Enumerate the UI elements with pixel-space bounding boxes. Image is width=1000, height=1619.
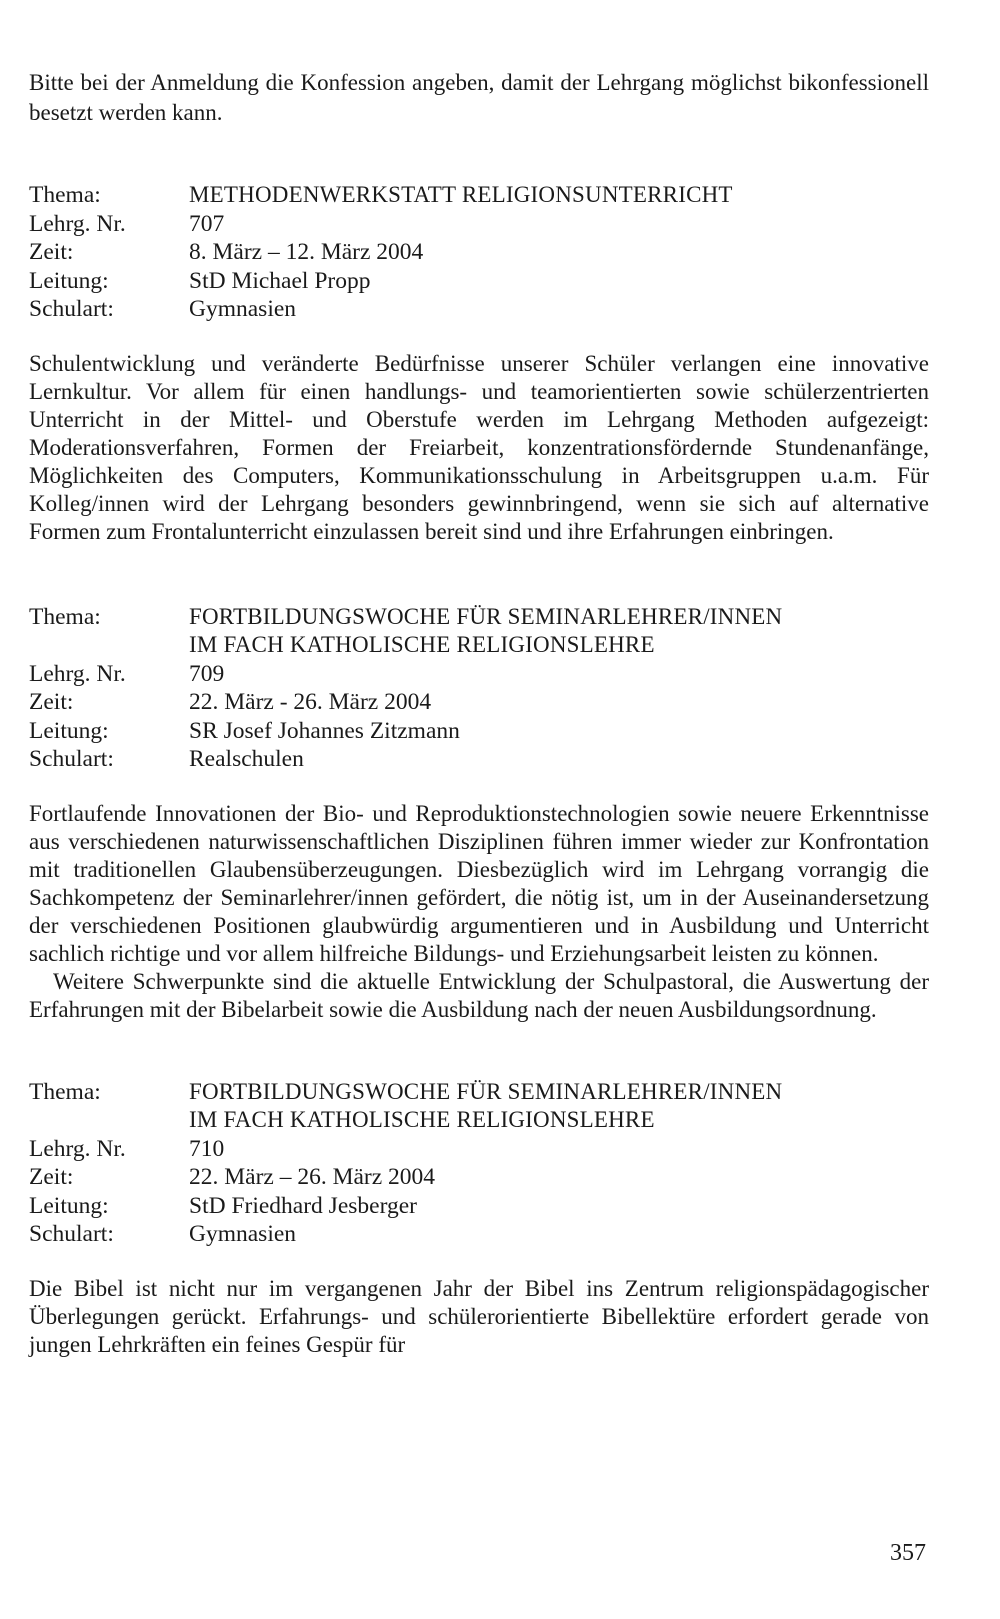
course-meta — [29, 603, 929, 774]
course-title: FORTBILDUNGSWOCHE FÜR SEMINARLEHRER/INNEN IM FACH KATHOLISCHE RELIGIONSLEHRE — [189, 1078, 783, 1132]
course-number: 709 — [189, 660, 225, 687]
course-date: 8. März – 12. März 2004 — [189, 239, 424, 265]
lehrg-nr-label: Lehrg. Nr. — [29, 660, 126, 687]
course-709 — [29, 603, 929, 1024]
course-number: 710 — [189, 1135, 225, 1162]
course-school-type: Realschulen — [189, 746, 304, 772]
zeit-label: Zeit: — [29, 689, 74, 715]
document-page — [29, 68, 929, 1359]
course-description: Schulentwicklung und veränderte Bedürfnisse unserer Schüler verlangen eine innovative Lernkultur. Vor allem für einen handlungs- und teamorientierten sowie schülerzentrierten Unterricht in der Mittel- und Oberstufe werden im Lehrgang Methoden aufgezeigt: Moderationsverfahren, Formen der Freiarbeit, konzentrationsfördernde Stundenanfänge, Möglichkeiten des Computers, Kommunikationsschulung in Arbeitsgruppen u.a.m. Für Kolleg/innen wird der Lehrgang besonders gewinnbringend, wenn sie sich auf alternative Formen zum Frontalunterricht einzulassen bereit sind und ihre Erfahrungen einbringen. — [29, 350, 929, 544]
course-description: Die Bibel ist nicht nur im vergangenen Jahr der Bibel ins Zentrum religionspädagogischer Überlegungen gerückt. Erfahrungs- und schülerorientierte Bibellektüre erfordert gerade von jungen Lehrkräften ein feines Gespür für — [29, 1275, 929, 1357]
course-meta — [29, 181, 929, 324]
course-date: 22. März - 26. März 2004 — [189, 689, 432, 715]
course-710 — [29, 1078, 929, 1359]
course-title: FORTBILDUNGSWOCHE FÜR SEMINARLEHRER/INNEN IM FACH KATHOLISCHE RELIGIONSLEHRE — [189, 603, 783, 657]
course-leader: SR Josef Johannes Zitzmann — [189, 717, 460, 744]
course-number: 707 — [189, 210, 225, 237]
course-leader: StD Michael Propp — [189, 267, 371, 294]
zeit-label: Zeit: — [29, 1164, 74, 1190]
course-description-continued: Weitere Schwerpunkte sind die aktuelle Entwicklung der Schulpastoral, die Auswertung der Erfahrungen mit der Bibelarbeit sowie die Ausbildung nach der neuen Ausbildungsordnung. — [29, 968, 929, 1022]
intro-note: Bitte bei der Anmeldung die Konfession angeben, damit der Lehrgang möglichst bikonfessionell besetzt werden kann. — [29, 70, 929, 125]
course-description: Fortlaufende Innovationen der Bio- und Reproduktionstechnologien sowie neuere Erkenntnisse aus verschiedenen naturwissenschaftlichen Disziplinen führen immer wieder zur Konfrontation mit traditionellen Glaubensüberzeugungen. Diesbezüglich wird im Lehrgang vorrangig die Sachkompetenz der Seminarlehrer/innen gefördert, die nötig ist, um in der Auseinandersetzung der verschiedenen Positionen glaubwürdig argumentieren und in Ausbildung und Unterricht sachlich richtige und vor allem hilfreiche Bildungs- und Erziehungsarbeit leisten zu können. — [29, 800, 929, 966]
course-707 — [29, 181, 929, 546]
schulart-label: Schulart: — [29, 296, 114, 322]
leitung-label: Leitung: — [29, 1192, 109, 1219]
lehrg-nr-label: Lehrg. Nr. — [29, 210, 126, 237]
leitung-label: Leitung: — [29, 267, 109, 294]
schulart-label: Schulart: — [29, 746, 114, 772]
course-title: METHODENWERKSTATT RELIGIONSUNTERRICHT — [189, 182, 733, 207]
schulart-label: Schulart: — [29, 1221, 114, 1247]
leitung-label: Leitung: — [29, 717, 109, 744]
thema-label: Thema: — [29, 1078, 101, 1105]
page-number: 357 — [890, 1540, 926, 1566]
thema-label: Thema: — [29, 182, 101, 208]
course-leader: StD Friedhard Jesberger — [189, 1192, 417, 1219]
zeit-label: Zeit: — [29, 239, 74, 265]
course-date: 22. März – 26. März 2004 — [189, 1164, 436, 1190]
lehrg-nr-label: Lehrg. Nr. — [29, 1135, 126, 1162]
thema-label: Thema: — [29, 603, 101, 630]
course-school-type: Gymnasien — [189, 1221, 297, 1247]
course-meta — [29, 1078, 929, 1249]
course-school-type: Gymnasien — [189, 296, 297, 322]
